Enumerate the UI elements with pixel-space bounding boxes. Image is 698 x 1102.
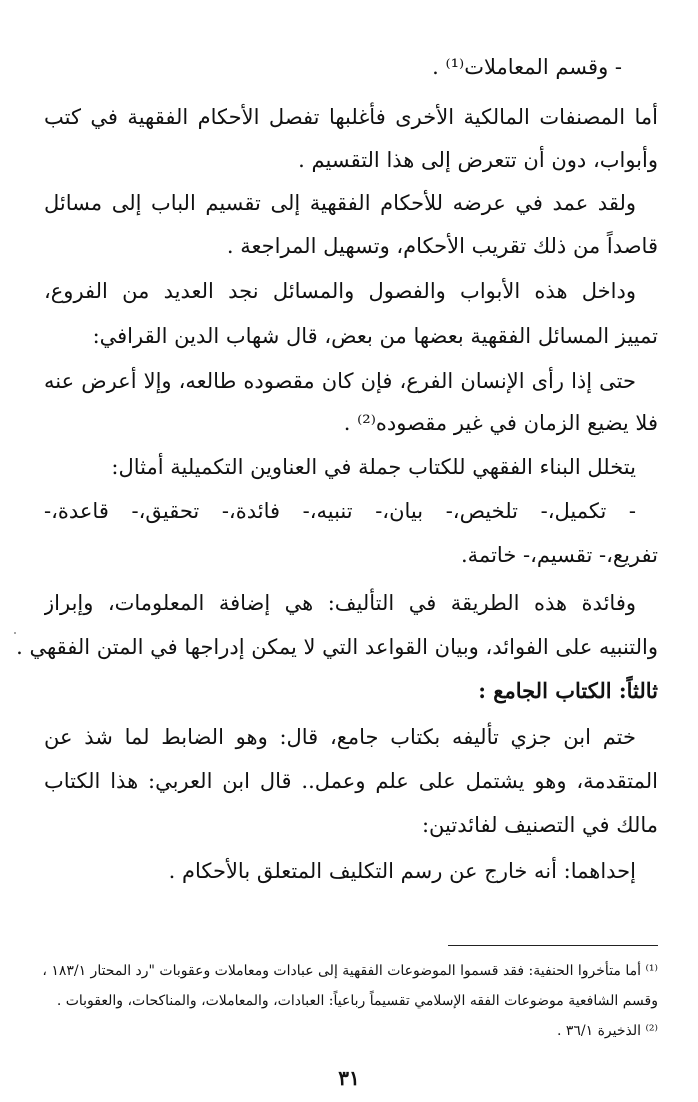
footnote-line: وقسم الشافعية موضوعات الفقه الإسلامي تقسيماً رباعياً: العبادات، والمعاملات، والمناكحات، والعقوبات . <box>56 993 658 1009</box>
text-line: والتنبيه على الفوائد، وبيان القواعد التي لا يمكن إدراجها في المتن الفقهي . <box>16 635 658 659</box>
footnote-line: ⁽²⁾ الذخيرة ٣٦/١ . <box>556 1023 658 1039</box>
section-heading: ثالثاً: الكتاب الجامع : <box>478 678 658 703</box>
text-line: تفريع،- تقسيم،- خاتمة. <box>461 543 658 567</box>
margin-mark <box>14 632 16 634</box>
text-line: مالك في التصنيف لفائدتين: <box>421 813 658 837</box>
text-line: ختم ابن جزي تأليفه بكتاب جامع، قال: وهو الضابط لما شذ عن <box>44 725 636 749</box>
page-number: ٣١ <box>338 1066 360 1090</box>
text-line: وأبواب، دون أن تتعرض إلى هذا التقسيم . <box>298 148 658 172</box>
text-line: أما المصنفات المالكية الأخرى فأغلبها تفصل الأحكام الفقهية في كتب <box>44 105 658 129</box>
text-line: - وقسم المعاملات⁽¹⁾ . <box>432 55 622 79</box>
text-line: وداخل هذه الأبواب والفصول والمسائل نجد العديد من الفروع، <box>44 279 636 303</box>
footnote-line: ⁽¹⁾ أما متأخروا الحنفية: فقد قسموا الموضوعات الفقهية إلى عبادات ومعاملات وعقوبات "رد المحتار ١٨٣/١ ، <box>42 963 658 979</box>
text-line: حتى إذا رأى الإنسان الفرع، فإن كان مقصوده طالعه، وإلا أعرض عنه <box>44 369 636 393</box>
text-line: إحداهما: أنه خارج عن رسم التكليف المتعلق بالأحكام . <box>168 859 636 883</box>
text-line: المتقدمة، وهو يشتمل على علم وعمل.. قال ابن العربي: هذا الكتاب <box>44 769 658 793</box>
text-line: قاصداً من ذلك تقريب الأحكام، وتسهيل المراجعة . <box>226 234 658 258</box>
footnote-separator <box>448 945 658 946</box>
text-line: فلا يضيع الزمان في غير مقصوده⁽²⁾ . <box>343 411 658 435</box>
text-line: تمييز المسائل الفقهية بعضها من بعض، قال شهاب الدين القرافي: <box>92 324 658 348</box>
text-line: وفائدة هذه الطريقة في التأليف: هي إضافة المعلومات، وإبراز <box>44 591 636 615</box>
text-line: يتخلل البناء الفقهي للكتاب جملة في العناوين التكميلية أمثال: <box>111 455 636 479</box>
text-line: - تكميل،- تلخيص،- بيان،- تنبيه،- فائدة،- تحقيق،- قاعدة،- <box>44 499 636 523</box>
text-line: ولقد عمد في عرضه للأحكام الفقهية إلى تقسيم الباب إلى مسائل <box>44 191 636 215</box>
